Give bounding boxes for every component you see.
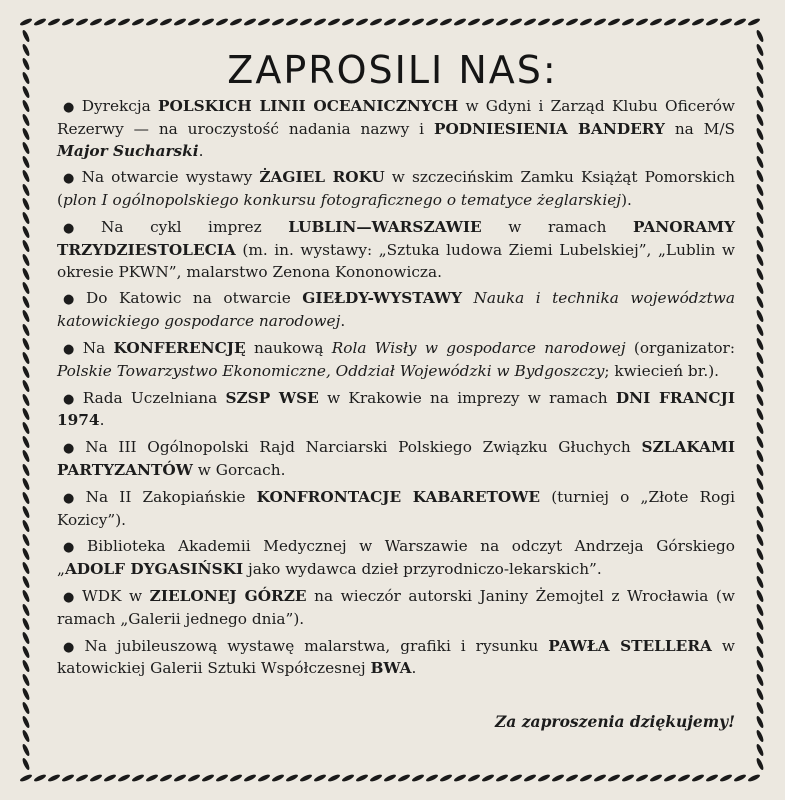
border-mark [755, 337, 764, 351]
invitation-list [57, 96, 735, 685]
item-text: Na jubileuszową wystawę malarstwa, grafiki i rysunku [84, 636, 549, 655]
border-mark [755, 267, 764, 281]
border-mark [89, 773, 103, 782]
list-item [57, 636, 735, 681]
border-mark [215, 773, 229, 782]
border-mark [755, 365, 764, 379]
border-mark [21, 631, 30, 645]
item-text: PAWŁA STELLERA [548, 636, 712, 655]
item-text: Rada Uczelniana [82, 388, 226, 407]
border-mark [21, 435, 30, 449]
border-mark [271, 17, 285, 26]
border-mark [21, 155, 30, 169]
border-mark [369, 17, 383, 26]
border-mark [755, 225, 764, 239]
border-mark [755, 281, 764, 295]
list-item [57, 96, 735, 162]
border-mark [103, 17, 117, 26]
border-mark [21, 561, 30, 575]
bullet-icon: ● [63, 639, 80, 655]
border-mark [341, 773, 355, 782]
border-mark [21, 393, 30, 407]
closing-note: Za zaproszenia dziękujemy! [494, 712, 735, 731]
border-mark [47, 17, 61, 26]
border-mark [755, 169, 764, 183]
item-text: w szczecińskim Zamku Książąt Pomorskich ( [57, 168, 736, 210]
border-mark [21, 617, 30, 631]
border-mark [509, 17, 523, 26]
item-text: SZSP WSE [225, 388, 319, 407]
border-mark [173, 773, 187, 782]
border-mark [565, 17, 579, 26]
border-mark [19, 17, 33, 26]
border-mark [755, 211, 764, 225]
item-text: SZLAKAMI PARTYZANTÓW [57, 438, 735, 479]
item-text: w ramach [481, 217, 633, 236]
item-text: GIEŁDY-WYSTAWY [302, 289, 463, 308]
item-text [462, 289, 474, 307]
border-mark [21, 295, 30, 309]
border-mark [425, 773, 439, 782]
border-mark [145, 773, 159, 782]
border-mark [755, 743, 764, 757]
border-mark [705, 773, 719, 782]
border-mark [257, 773, 271, 782]
list-item [57, 338, 735, 383]
border-mark [755, 575, 764, 589]
border-mark [551, 17, 565, 26]
border-mark [397, 773, 411, 782]
border-mark [607, 773, 621, 782]
item-text: w Gorcach. [192, 460, 286, 479]
border-mark [21, 589, 30, 603]
border-mark [21, 99, 30, 113]
border-mark [593, 17, 607, 26]
border-mark [61, 17, 75, 26]
item-text: jako wydawca dzieł przyrodniczo-lekarskich”. [243, 560, 602, 579]
item-text: PANORAMY TRZYDZIESTOLECIA [57, 217, 735, 259]
border-mark [21, 659, 30, 673]
item-text: . [99, 411, 105, 430]
border-mark [755, 309, 764, 323]
item-text: w Gdyni i Zarząd Klubu Oficerów Rezerwy — na uroczystość nadania nazwy i [57, 97, 736, 138]
item-text: WDK w [82, 586, 150, 605]
border-mark [21, 575, 30, 589]
border-mark [131, 773, 145, 782]
border-mark [755, 477, 764, 491]
border-mark [481, 17, 495, 26]
border-mark [755, 351, 764, 365]
border-mark [755, 99, 764, 113]
list-item [57, 487, 735, 532]
border-mark [355, 17, 369, 26]
border-mark [33, 773, 47, 782]
border-mark [21, 127, 30, 141]
item-text: Nauka i technika województwa katowickiego gospodarce narodowej [57, 289, 736, 331]
border-mark [755, 449, 764, 463]
border-mark [411, 17, 425, 26]
border-mark [21, 309, 30, 323]
item-text: POLSKICH LINII OCEANICZNYCH [158, 97, 459, 115]
item-text: Do Katowic na otwarcie [85, 289, 303, 308]
border-mark [21, 141, 30, 155]
border-mark [21, 225, 30, 239]
border-mark [551, 773, 565, 782]
bullet-icon: ● [63, 441, 81, 457]
border-mark [21, 673, 30, 687]
item-text: ADOLF DYGASIŃSKI [64, 560, 244, 579]
border-mark [747, 17, 761, 26]
border-mark [313, 17, 327, 26]
border-mark [755, 435, 764, 449]
list-item [57, 388, 735, 433]
border-mark [755, 183, 764, 197]
border-mark [131, 17, 145, 26]
list-item [57, 536, 735, 581]
border-mark [299, 773, 313, 782]
item-text: Rola Wisły w gospodarce narodowej [331, 338, 626, 357]
border-mark [621, 17, 635, 26]
item-text: . [340, 312, 346, 331]
border-mark [33, 17, 47, 26]
border-mark [383, 17, 397, 26]
item-text: Na II Zakopiańskie [85, 487, 257, 506]
border-mark [21, 687, 30, 701]
border-mark [755, 505, 764, 519]
border-mark [61, 773, 75, 782]
border-mark [21, 645, 30, 659]
item-text: (m. in. wystawy: „Sztuka ludowa Ziemi Lubelskiej”, „Lublin w okresie PKWN”, malarstwo Zenona Kononowicza. [57, 240, 735, 281]
item-text: (turniej o „Złote Rogi Kozicy”). [57, 487, 736, 529]
item-text: na wieczór autorski Janiny Żemojtel z Wrocławia (w ramach „Galerii jednego dnia”). [57, 586, 735, 628]
border-mark [21, 197, 30, 211]
border-mark [21, 505, 30, 519]
border-mark [341, 17, 355, 26]
border-mark [755, 729, 764, 743]
border-mark [355, 773, 369, 782]
item-text: KONFRONTACJE KABARETOWE [256, 487, 541, 506]
border-mark [755, 603, 764, 617]
border-mark [21, 253, 30, 267]
border-mark [21, 477, 30, 491]
border-mark [145, 17, 159, 26]
border-mark [159, 773, 173, 782]
border-mark [21, 743, 30, 757]
border-mark [537, 773, 551, 782]
item-text: ). [621, 191, 632, 210]
border-mark [243, 773, 257, 782]
border-mark [21, 211, 30, 225]
border-mark [21, 491, 30, 505]
item-text: w katowickiej Galerii Sztuki Współczesnej [57, 636, 735, 678]
border-mark [21, 281, 30, 295]
border-mark [509, 773, 523, 782]
border-mark [755, 701, 764, 715]
border-mark [755, 645, 764, 659]
list-item [57, 586, 735, 631]
border-mark [755, 113, 764, 127]
border-mark [453, 17, 467, 26]
border-mark [691, 17, 705, 26]
border-mark [327, 17, 341, 26]
border-mark [201, 773, 215, 782]
border-mark [755, 533, 764, 547]
border-mark [439, 17, 453, 26]
border-mark [467, 773, 481, 782]
border-mark [75, 17, 89, 26]
border-mark [755, 547, 764, 561]
border-mark [103, 773, 117, 782]
item-text: naukową [245, 338, 332, 357]
item-text: BWA [370, 659, 412, 678]
border-mark [755, 673, 764, 687]
border-mark [755, 491, 764, 505]
border-mark [677, 17, 691, 26]
item-text: DNI FRANCJI 1974 [57, 388, 735, 430]
list-item [57, 437, 735, 482]
border-mark [755, 197, 764, 211]
item-text: LUBLIN—WARSZAWIE [288, 217, 482, 236]
border-mark [481, 773, 495, 782]
border-mark [21, 449, 30, 463]
item-text: PODNIESIENIA BANDERY [433, 119, 665, 138]
border-mark [313, 773, 327, 782]
border-mark [19, 773, 33, 782]
item-text: plon I ogólnopolskiego konkursu fotograficznego o tematyce żeglarskiej [62, 191, 622, 210]
border-mark [755, 323, 764, 337]
border-mark [755, 379, 764, 393]
border-mark [635, 773, 649, 782]
bullet-icon: ● [63, 540, 83, 556]
border-mark [285, 17, 299, 26]
border-mark [755, 757, 764, 771]
border-mark [229, 17, 243, 26]
border-mark [285, 773, 299, 782]
border-mark [755, 141, 764, 155]
border-mark [523, 17, 537, 26]
border-mark [21, 715, 30, 729]
border-mark [755, 519, 764, 533]
item-text: . [411, 659, 417, 678]
border-mark [21, 603, 30, 617]
bullet-icon: ● [63, 490, 81, 506]
border-mark [755, 295, 764, 309]
bullet-icon: ● [63, 589, 78, 605]
border-mark [537, 17, 551, 26]
border-mark [579, 773, 593, 782]
border-mark [173, 17, 187, 26]
bullet-icon: ● [63, 341, 78, 357]
border-mark [243, 17, 257, 26]
item-text: Major Sucharski [57, 141, 199, 160]
border-mark [593, 773, 607, 782]
border-mark [677, 773, 691, 782]
border-mark [369, 773, 383, 782]
border-mark [327, 773, 341, 782]
border-mark [565, 773, 579, 782]
border-mark [201, 17, 215, 26]
border-mark [755, 631, 764, 645]
bullet-icon: ● [63, 220, 97, 236]
border-mark [755, 659, 764, 673]
border-mark [755, 127, 764, 141]
border-mark [719, 773, 733, 782]
list-item [57, 288, 735, 333]
border-mark [21, 351, 30, 365]
border-mark [89, 17, 103, 26]
border-mark [755, 407, 764, 421]
border-mark [755, 253, 764, 267]
border-mark [257, 17, 271, 26]
bullet-icon: ● [63, 171, 77, 187]
border-mark [495, 17, 509, 26]
border-mark [733, 773, 747, 782]
item-text: Polskie Towarzystwo Ekonomiczne, Oddział Wojewódzki w Bydgoszczy [57, 361, 605, 380]
border-mark [21, 323, 30, 337]
border-mark [21, 379, 30, 393]
item-text: ZIELONEJ GÓRZE [149, 586, 307, 605]
border-mark [117, 17, 131, 26]
border-mark [439, 773, 453, 782]
border-mark [453, 773, 467, 782]
border-mark [21, 29, 30, 43]
border-mark [467, 17, 481, 26]
border-mark [21, 407, 30, 421]
border-mark [755, 463, 764, 477]
item-text: KONFERENCJĘ [113, 338, 246, 357]
border-mark [271, 773, 285, 782]
border-mark [719, 17, 733, 26]
border-mark [21, 113, 30, 127]
border-mark [21, 239, 30, 253]
border-mark [747, 773, 761, 782]
border-mark [621, 773, 635, 782]
border-mark [21, 169, 30, 183]
border-mark [21, 267, 30, 281]
page-title: ZAPROSILI NAS: [227, 48, 558, 92]
item-text: Na [82, 338, 114, 357]
border-mark [47, 773, 61, 782]
border-mark [21, 365, 30, 379]
border-mark [383, 773, 397, 782]
border-mark [425, 17, 439, 26]
border-mark [215, 17, 229, 26]
border-mark [21, 519, 30, 533]
item-text: ŻAGIEL ROKU [259, 168, 385, 187]
item-text: (organizator: [625, 338, 735, 357]
item-text: w Krakowie na imprezy w ramach [318, 388, 616, 407]
border-mark [523, 773, 537, 782]
item-text: Na cykl imprez [101, 217, 289, 236]
border-mark [299, 17, 313, 26]
border-mark [21, 701, 30, 715]
border-mark [691, 773, 705, 782]
border-mark [159, 17, 173, 26]
border-mark [755, 715, 764, 729]
border-mark [21, 463, 30, 477]
border-mark [229, 773, 243, 782]
border-mark [649, 773, 663, 782]
item-text: na M/S [664, 119, 735, 138]
border-mark [635, 17, 649, 26]
border-mark [705, 17, 719, 26]
border-mark [21, 729, 30, 743]
border-mark [411, 773, 425, 782]
list-item [57, 217, 735, 283]
border-mark [579, 17, 593, 26]
bullet-icon: ● [63, 100, 77, 115]
bullet-icon: ● [63, 391, 78, 407]
border-mark [397, 17, 411, 26]
border-mark [187, 773, 201, 782]
bullet-icon: ● [63, 292, 81, 308]
border-mark [607, 17, 621, 26]
item-text: Biblioteka Akademii Medycznej w Warszawie na odczyt Andrzeja Górskiego „ [57, 537, 736, 579]
border-mark [755, 617, 764, 631]
item-text: Na otwarcie wystawy [81, 168, 260, 187]
border-mark [187, 17, 201, 26]
border-mark [755, 393, 764, 407]
border-mark [21, 533, 30, 547]
border-mark [21, 757, 30, 771]
border-mark [117, 773, 131, 782]
border-mark [21, 421, 30, 435]
border-mark [21, 337, 30, 351]
border-mark [75, 773, 89, 782]
border-mark [755, 589, 764, 603]
border-mark [21, 183, 30, 197]
border-mark [21, 547, 30, 561]
border-mark [495, 773, 509, 782]
list-item [57, 167, 735, 212]
border-mark [755, 239, 764, 253]
border-mark [755, 687, 764, 701]
item-text: Dyrekcja [81, 97, 159, 115]
item-text: . [198, 141, 204, 160]
border-mark [755, 561, 764, 575]
border-mark [755, 155, 764, 169]
border-mark [663, 773, 677, 782]
border-mark [663, 17, 677, 26]
border-mark [755, 29, 764, 43]
item-text: Na III Ogólnopolski Rajd Narciarski Polskiego Związku Głuchych [85, 438, 642, 457]
item-text: ; kwiecień br.). [604, 361, 720, 380]
border-mark [649, 17, 663, 26]
border-mark [733, 17, 747, 26]
border-mark [755, 421, 764, 435]
